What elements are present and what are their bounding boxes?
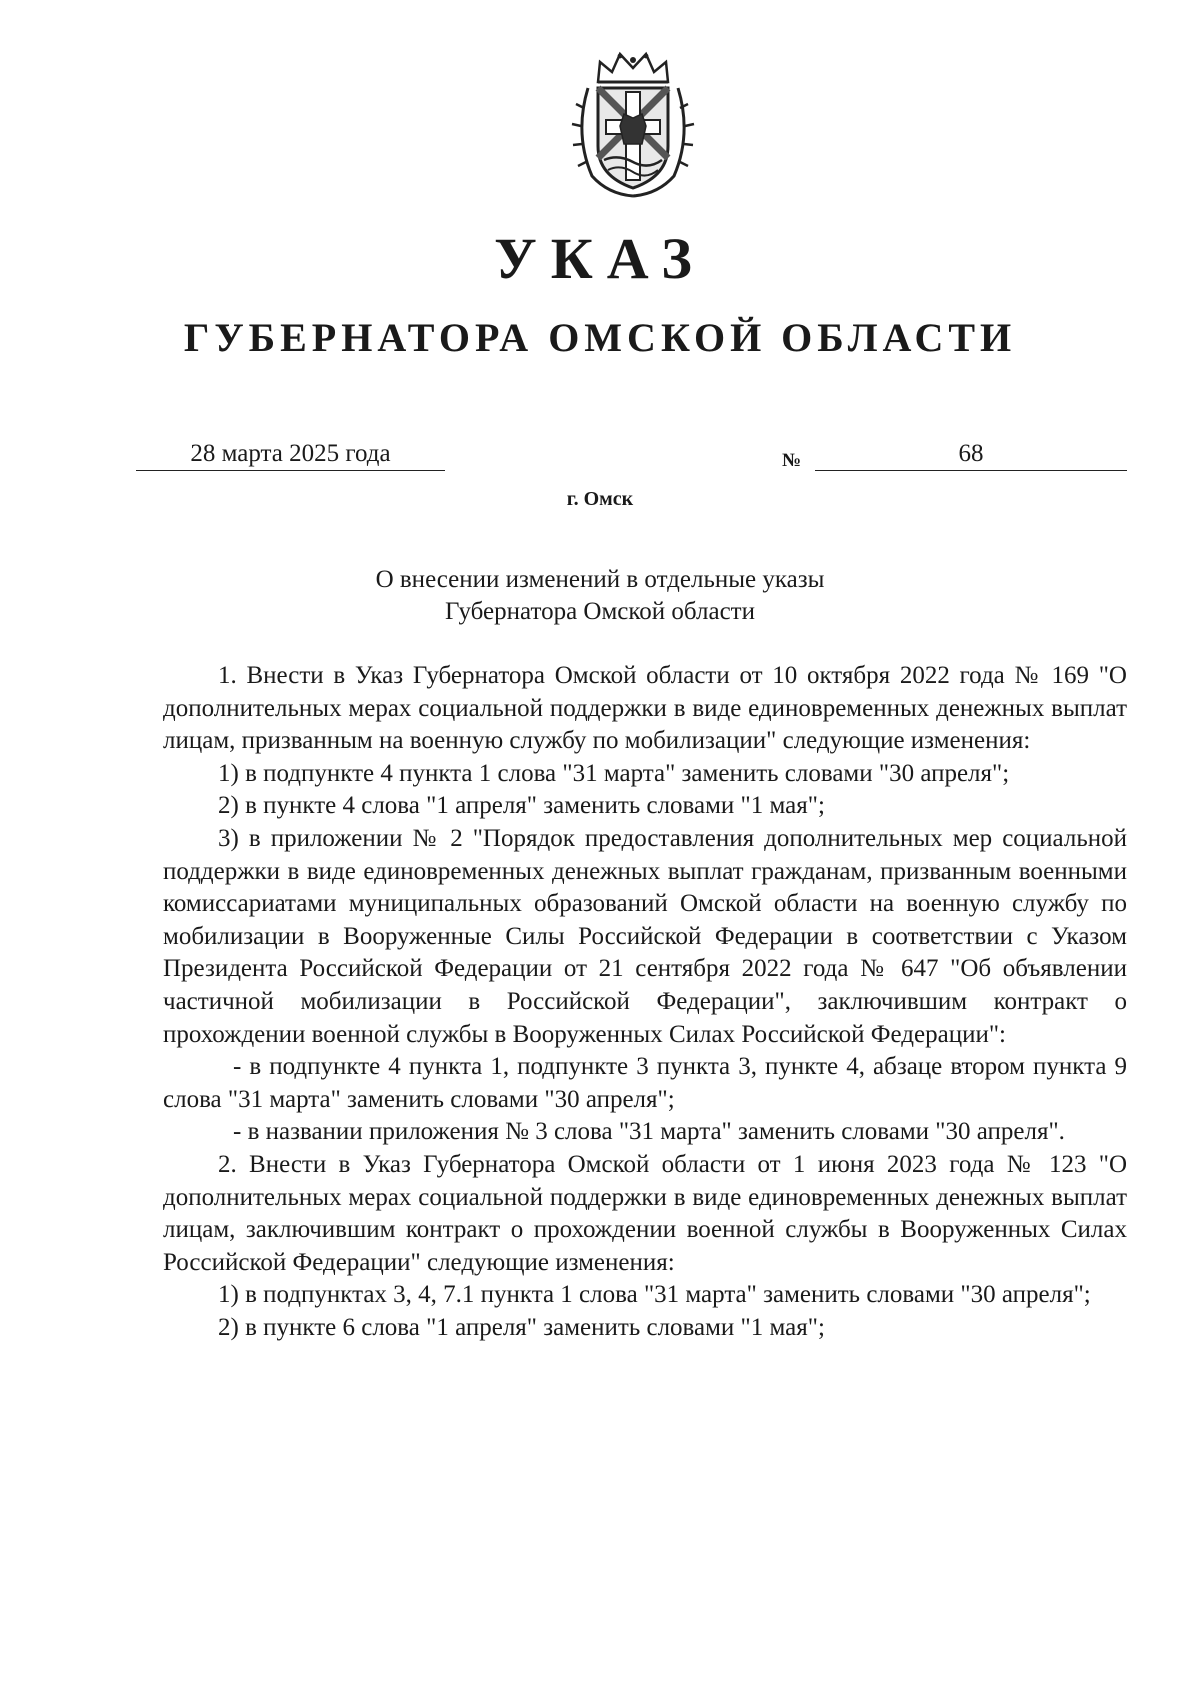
paragraph: 2) в пункте 6 слова "1 апреля" заменить словами "1 мая";	[218, 1313, 825, 1341]
document-city: г. Омск	[566, 488, 634, 510]
number-sign: №	[782, 450, 802, 471]
document-number: 68	[815, 438, 1127, 471]
document-body	[163, 660, 1127, 1344]
document-date: 28 марта 2025 года	[136, 438, 445, 471]
coat-of-arms-icon	[568, 48, 698, 200]
document-title: УКАЗ	[494, 226, 706, 291]
paragraph: 2. Внести в Указ Губернатора Омской области от 1 июня 2023 года № 123 "О дополнительных мерах социальной поддержки в виде единовременных денежных выплат лицам, заключившим контракт о прохождении военной службы в Вооруженных Силах Российской Федерации" следующие изменения:	[163, 1150, 1127, 1276]
subject-line: О внесении изменений в отдельные указы	[375, 566, 825, 593]
paragraph: 2) в пункте 4 слова "1 апреля" заменить словами "1 мая";	[218, 792, 825, 820]
paragraph: 3) в приложении № 2 "Порядок предоставления дополнительных мер социальной поддержки в виде единовременных денежных выплат гражданам, призванным военными комиссариатами муниципальных образований Омской области на военную службу по мобилизации в Вооруженные Силы Российской Федерации в соответствии с Указом Президента Российской Федерации от 21 сентября 2022 года № 647 "Об объявлении частичной мобилизации в Российской Федерации", заключившим контракт о прохождении военной службы в Вооруженных Силах Российской Федерации":	[163, 824, 1127, 1048]
paragraph: - в названии приложения № 3 слова "31 марта" заменить словами "30 апреля".	[233, 1118, 1065, 1146]
document-subject	[0, 564, 1200, 628]
document-issuer: ГУБЕРНАТОРА ОМСКОЙ ОБЛАСТИ	[183, 315, 1017, 360]
paragraph: 1) в подпунктах 3, 4, 7.1 пункта 1 слова "31 марта" заменить словами "30 апреля";	[218, 1281, 1091, 1309]
paragraph: 1. Внести в Указ Губернатора Омской области от 10 октября 2022 года № 169 "О дополнительных мерах социальной поддержки в виде единовременных денежных выплат лицам, призванным на военную службу по мобилизации" следующие изменения:	[163, 662, 1127, 755]
subject-line: Губернатора Омской области	[445, 598, 755, 625]
paragraph: 1) в подпункте 4 пункта 1 слова "31 марта" заменить словами "30 апреля";	[218, 759, 1010, 787]
paragraph: - в подпункте 4 пункта 1, подпункте 3 пункта 3, пункте 4, абзаце втором пункта 9 слова "31 марта" заменить словами "30 апреля";	[163, 1053, 1127, 1113]
